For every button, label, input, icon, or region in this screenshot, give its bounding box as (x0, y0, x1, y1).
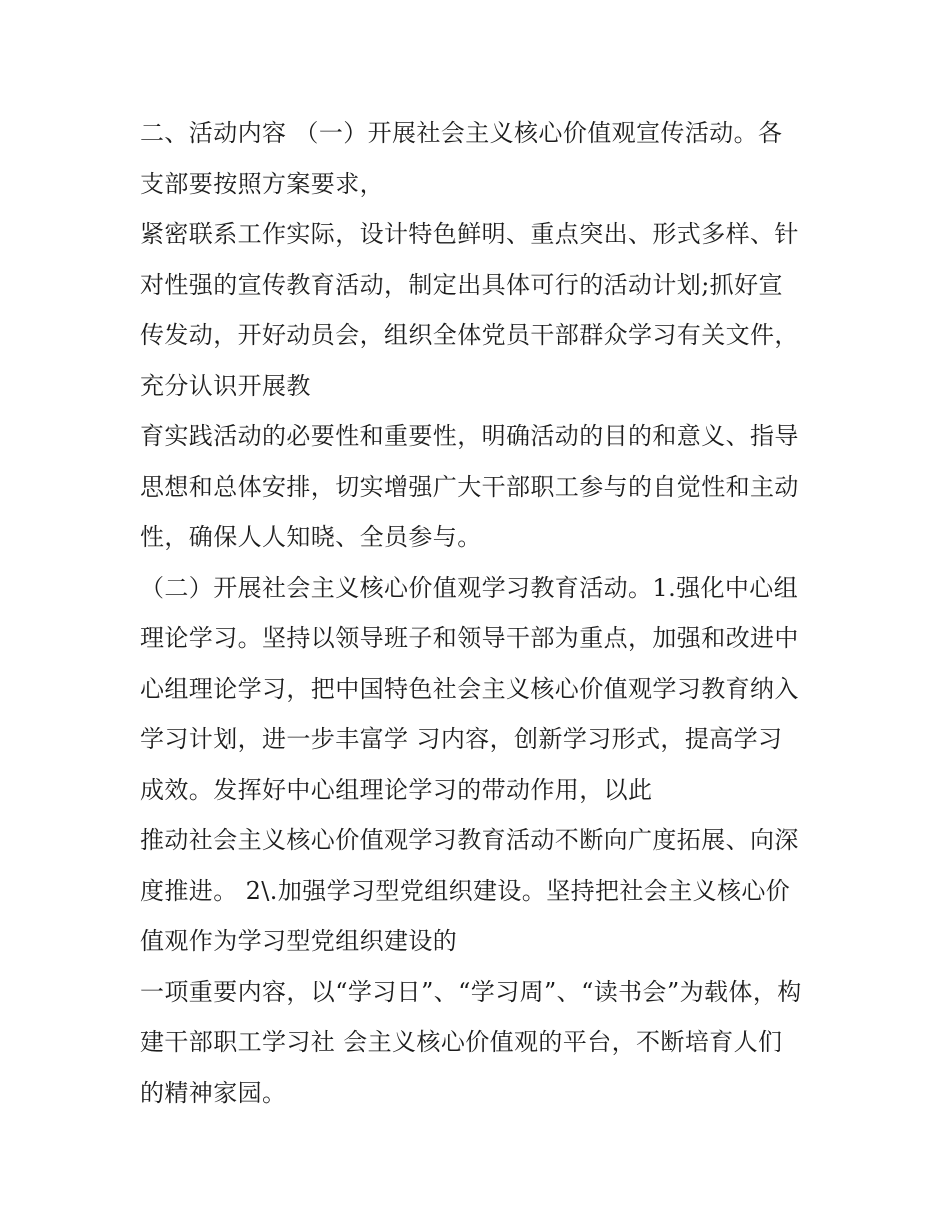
text-line: 理论学习。坚持以领导班子和领导干部为重点，加强和改进中 (140, 624, 799, 652)
text-line: 度推进。 2\.加强学习型党组织建设。坚持把社会主义核心价 (140, 876, 791, 905)
text-line: 成效。发挥好中心组理论学习的带动作用，以此 (140, 775, 653, 804)
text-line: 学习计划，进一步丰富学 习内容，创新学习形式，提高学习 (140, 725, 783, 753)
text-line: 充分认识开展教 (140, 371, 311, 400)
text-line: 性，确保人人知晓、全员参与。 (140, 523, 482, 551)
text-line: 紧密联系工作实际，设计特色鲜明、重点突出、形式多样、针 (140, 220, 799, 248)
text-line: 的精神家园。 (140, 1078, 287, 1107)
text-line: 建干部职工学习社 会主义核心价值观的平台，不断培育人们 (140, 1028, 783, 1056)
text-line: 对性强的宣传教育活动，制定出具体可行的活动计划;抓好宣 (140, 270, 783, 299)
text-line: 思想和总体安排，切实增强广大干部职工参与的自觉性和主动 (140, 472, 799, 501)
text-line: 心组理论学习，把中国特色社会主义核心价值观学习教育纳入 (140, 674, 799, 703)
text-line: 推动社会主义核心价值观学习教育活动不断向广度拓展、向深 (140, 826, 799, 854)
text-line: 值观作为学习型党组织建设的 (140, 927, 458, 955)
document-body (140, 108, 830, 1118)
text-line: （二）开展社会主义核心价值观学习教育活动。1.强化中心组 (140, 573, 799, 602)
text-line: 一项重要内容，以“学习日”、“学习周”、“读书会”为载体，构 (140, 977, 802, 1006)
text-line: 二、活动内容 （一）开展社会主义核心价值观宣传活动。各 (140, 119, 783, 147)
text-line: 支部要按照方案要求， (140, 169, 384, 198)
text-line: 育实践活动的必要性和重要性，明确活动的目的和意义、指导 (140, 422, 799, 450)
text-line: 传发动，开好动员会，组织全体党员干部群众学习有关文件， (140, 321, 799, 349)
